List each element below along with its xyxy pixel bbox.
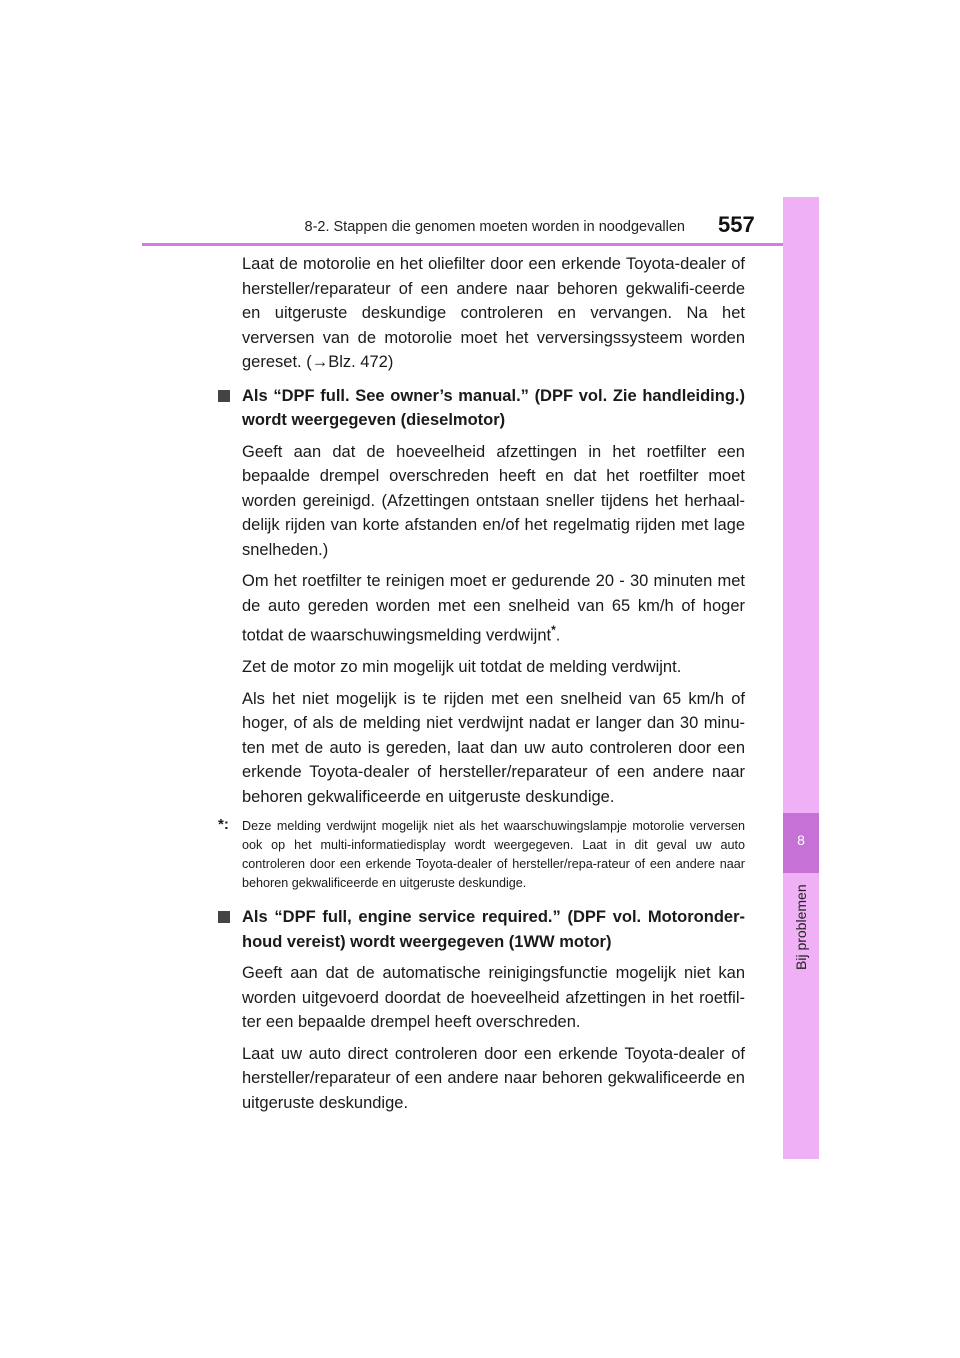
main-content [218, 252, 745, 1122]
paragraph: Geeft aan dat de hoeveelheid afzettingen in het roetfilter een bepaalde drempel overschreden heeft en dat het roetfilter moet worden gereinigd. (Afzettingen ontstaan sneller tijdens het herhaal-delijk rijden van korte afstanden en/of het regelmatig rijden met lage snelheden.) [242, 442, 745, 559]
footnote [218, 816, 745, 893]
header-rule [142, 243, 819, 246]
section-title: 8-2. Stappen die genomen moeten worden in noodgevallen [304, 219, 685, 235]
square-bullet-icon [218, 911, 230, 923]
footnote-mark: *: [218, 816, 229, 833]
paragraph: Geeft aan dat de automatische reinigingsfunctie mogelijk niet kan worden uitgevoerd doordat de hoeveelheid afzettingen in het roetfil-ter een bepaalde drempel heeft overschreden. [242, 964, 745, 1031]
footnote-reference: * [551, 623, 556, 637]
chapter-side-tab [783, 197, 819, 1159]
chapter-number: 8 [797, 832, 805, 848]
page-number: 557 [718, 212, 755, 237]
footnote-text: Deze melding verdwijnt mogelijk niet als het waarschuwingslampje motorolie verversen ook op het multi-informatiedisplay wordt weergegeven. Laat in dit geval uw auto controleren door een erkende Toyota-dealer of hersteller/repa-rateur of een andere naar behoren gekwalificeerde en uitgeruste deskundige. [242, 819, 745, 890]
heading-text: Als “DPF full, engine service required.” (DPF vol. Motoronder-houd vereist) wordt weergegeven (1WW motor) [242, 908, 745, 951]
section-heading-engine-service [242, 905, 745, 954]
section-heading-dpf-full [242, 384, 745, 433]
paragraph: Laat uw auto direct controleren door een erkende Toyota-dealer of hersteller/reparateur of een andere naar behoren gekwalificeerde en uitgeruste deskundige. [242, 1044, 745, 1112]
paragraph: Als het niet mogelijk is te rijden met een snelheid van 65 km/h of hoger, of als de melding niet verdwijnt nadat er langer dan 30 minu-ten met de auto is gereden, laat dan uw auto controleren door een erkende Toyota-dealer of hersteller/reparateur of een andere naar behoren gekwalificeerde en uitgeruste deskundige. [242, 689, 745, 806]
chapter-label: Bij problemen [793, 884, 809, 970]
paragraph [242, 569, 745, 648]
heading-text: Als “DPF full. See owner’s manual.” (DPF vol. Zie handleiding.) wordt weergegeven (dieselmotor) [242, 386, 745, 429]
paragraph: Zet de motor zo min mogelijk uit totdat de melding verdwijnt. [242, 658, 682, 676]
square-bullet-icon [218, 390, 230, 402]
intro-paragraph: Laat de motorolie en het oliefilter door een erkende Toyota-dealer of hersteller/reparateur of een andere naar behoren gekwalifi-ceerde en uitgeruste deskundige controleren en vervangen. Na het verversen van de motorolie moet het verversingssysteem worden gereset. (→Blz. 472) [242, 255, 745, 371]
paragraph-end: . [555, 626, 561, 645]
paragraph-text: Om het roetfilter te reinigen moet er gedurende 20 - 30 minuten met de auto gereden worden met een snelheid van 65 km/h of hoger totdat de waarschuwingsmelding verdwijnt [242, 572, 745, 645]
